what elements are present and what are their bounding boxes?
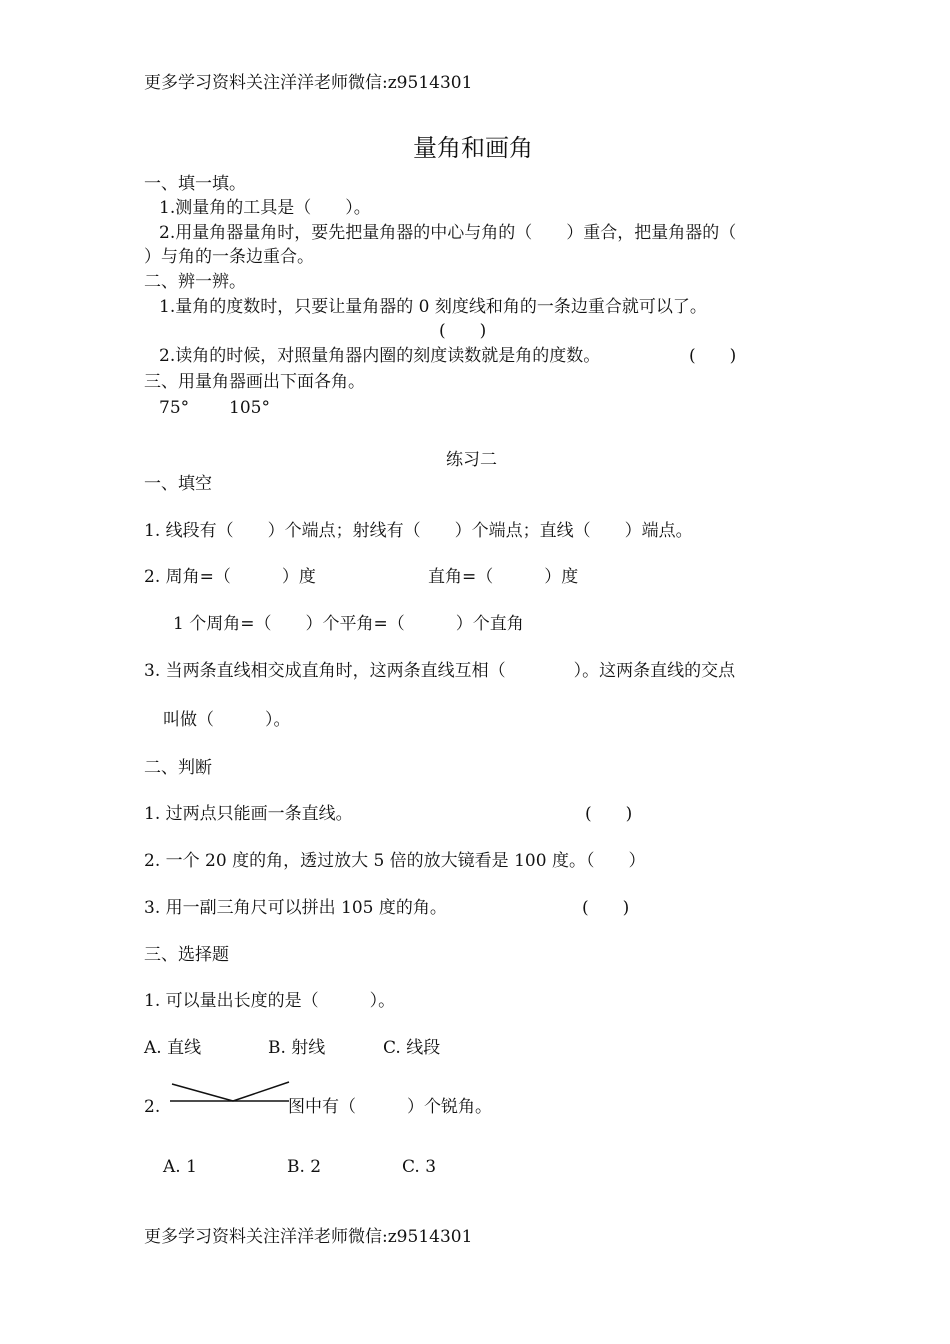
question-text: 2.读角的时候，对照量角器内圈的刻度读数就是角的度数。 <box>159 346 601 366</box>
header-note: 更多学习资料关注洋洋老师微信:z9514301 <box>144 73 473 93</box>
choice-option: C. 线段 <box>383 1038 441 1058</box>
section-heading-judge: 二、判断 <box>144 758 212 778</box>
footer-note: 更多学习资料关注洋洋老师微信:z9514301 <box>144 1227 473 1247</box>
question-text: 1. 过两点只能画一条直线。 <box>144 804 353 824</box>
question-text: 3. 当两条直线相交成直角时，这两条直线互相（ ）。这两条直线的交点 <box>144 661 736 681</box>
page-title: 量角和画角 <box>413 134 533 162</box>
question-text: 2. 周角=（ ）度 <box>144 567 316 587</box>
question-text: 叫做（ ）。 <box>163 710 291 730</box>
question-text: 图中有（ ）个锐角。 <box>288 1097 492 1117</box>
section-heading-fill: 一、填空 <box>144 474 212 494</box>
section-heading-fill: 一、填一填。 <box>144 174 246 194</box>
question-text: 直角=（ ）度 <box>428 567 579 587</box>
question-text: 2.用量角器量角时，要先把量角器的中心与角的（ ）重合，把量角器的（ <box>159 223 737 243</box>
question-text: ）与角的一条边重合。 <box>144 247 314 267</box>
choice-option: A. 1 <box>163 1157 197 1177</box>
angle-figure <box>170 1078 292 1108</box>
section-heading-judge: 二、辨一辨。 <box>144 272 246 292</box>
question-text: 2. 一个 20 度的角，透过放大 5 倍的放大镜看是 100 度。（ ） <box>144 851 646 871</box>
angle-label: 105° <box>229 398 270 418</box>
choice-option: A. 直线 <box>144 1038 202 1058</box>
question-text: 1. 可以量出长度的是（ ）。 <box>144 991 396 1011</box>
exercise-title: 练习二 <box>446 450 497 470</box>
angle-label: 75° <box>159 398 190 418</box>
section-heading-choice: 三、选择题 <box>144 945 229 965</box>
question-text: 1.量角的度数时，只要让量角器的 0 刻度线和角的一条边重合就可以了。 <box>159 297 707 317</box>
question-number: 2. <box>144 1097 161 1117</box>
answer-paren: ( ) <box>439 321 487 341</box>
choice-option: B. 射线 <box>268 1038 326 1058</box>
figure-left-ray <box>172 1084 233 1101</box>
section-heading-draw: 三、用量角器画出下面各角。 <box>144 372 365 392</box>
choice-option: B. 2 <box>287 1157 322 1177</box>
figure-right-ray <box>233 1082 289 1101</box>
question-text: 1 个周角=（ ）个平角=（ ）个直角 <box>173 614 524 634</box>
choice-option: C. 3 <box>402 1157 437 1177</box>
answer-paren: ( ) <box>585 804 633 824</box>
question-text: 3. 用一副三角尺可以拼出 105 度的角。 <box>144 898 447 918</box>
question-text: 1.测量角的工具是（ ）。 <box>159 198 371 218</box>
question-text: 1. 线段有（ ）个端点；射线有（ ）个端点；直线（ ）端点。 <box>144 521 693 541</box>
answer-paren: ( ) <box>689 346 737 366</box>
answer-paren: ( ) <box>582 898 630 918</box>
